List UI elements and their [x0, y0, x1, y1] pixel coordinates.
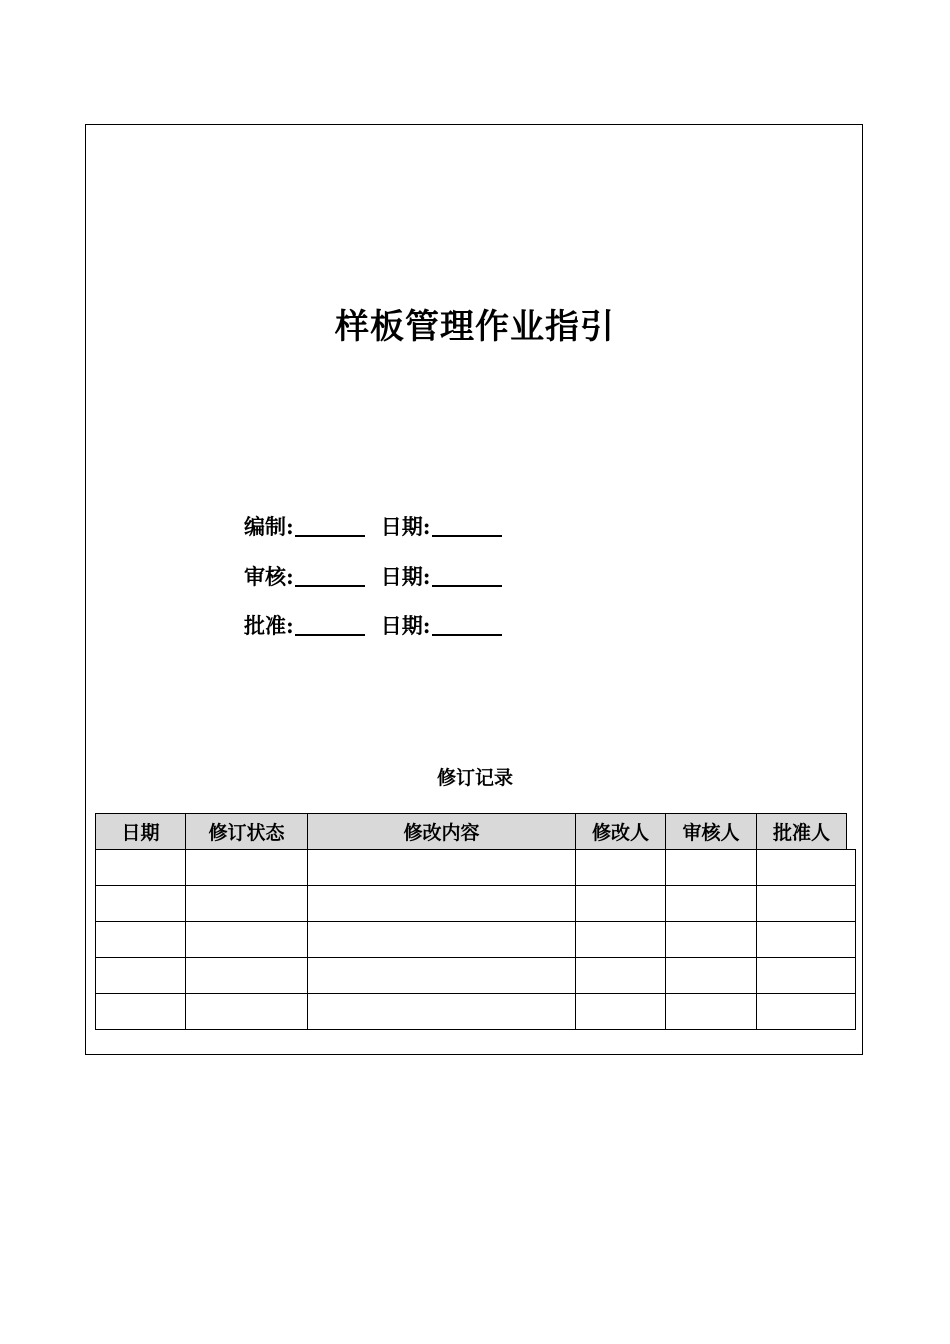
- table-cell[interactable]: [96, 994, 186, 1030]
- signature-row-approved: [244, 612, 502, 640]
- table-cell[interactable]: [576, 958, 666, 994]
- revision-record-title: 修订记录: [436, 767, 513, 789]
- table-cell[interactable]: [186, 922, 308, 958]
- table-cell[interactable]: [96, 958, 186, 994]
- table-cell[interactable]: [96, 850, 186, 886]
- reviewed-date-blank[interactable]: [432, 585, 502, 587]
- reviewed-date-label: 日期:: [380, 564, 431, 589]
- table-cell[interactable]: [757, 850, 856, 886]
- table-cell[interactable]: [576, 922, 666, 958]
- table-cell[interactable]: [96, 886, 186, 922]
- table-cell[interactable]: [96, 922, 186, 958]
- table-cell[interactable]: [186, 958, 308, 994]
- table-cell[interactable]: [757, 922, 856, 958]
- table-cell[interactable]: [576, 850, 666, 886]
- reviewed-by-label: 审核:: [244, 564, 294, 589]
- table-cell[interactable]: [576, 886, 666, 922]
- table-cell[interactable]: [757, 994, 856, 1030]
- approved-by-label: 批准:: [244, 613, 294, 638]
- header-revision-content: 修改内容: [308, 814, 576, 850]
- revision-table: [95, 813, 856, 1030]
- signature-row-reviewed: [244, 563, 502, 591]
- revision-header-row: [96, 814, 856, 850]
- prepared-date-label: 日期:: [380, 514, 431, 539]
- table-row: [96, 886, 856, 922]
- prepared-by-label: 编制:: [244, 514, 294, 539]
- table-cell[interactable]: [308, 958, 576, 994]
- table-cell[interactable]: [666, 850, 757, 886]
- table-cell[interactable]: [757, 886, 856, 922]
- table-cell[interactable]: [308, 922, 576, 958]
- approved-date-label: 日期:: [380, 613, 431, 638]
- table-cell[interactable]: [666, 994, 757, 1030]
- table-row: [96, 922, 856, 958]
- prepared-by-blank[interactable]: [295, 535, 365, 537]
- table-cell[interactable]: [186, 994, 308, 1030]
- signature-row-prepared: [244, 513, 502, 541]
- header-modified-by: 修改人: [576, 814, 666, 850]
- header-approved-by: 批准人: [757, 814, 847, 850]
- header-reviewed-by: 审核人: [666, 814, 757, 850]
- table-row: [96, 850, 856, 886]
- table-cell[interactable]: [308, 994, 576, 1030]
- table-cell[interactable]: [308, 886, 576, 922]
- document-title: 样板管理作业指引: [335, 307, 615, 347]
- table-cell[interactable]: [186, 886, 308, 922]
- table-row: [96, 958, 856, 994]
- table-cell[interactable]: [757, 958, 856, 994]
- header-revision-status: 修订状态: [186, 814, 308, 850]
- reviewed-by-blank[interactable]: [295, 585, 365, 587]
- approved-date-blank[interactable]: [432, 634, 502, 636]
- table-row: [96, 994, 856, 1030]
- table-cell[interactable]: [666, 958, 757, 994]
- prepared-date-blank[interactable]: [432, 535, 502, 537]
- table-cell[interactable]: [576, 994, 666, 1030]
- table-cell[interactable]: [186, 850, 308, 886]
- header-date: 日期: [96, 814, 186, 850]
- table-cell[interactable]: [666, 886, 757, 922]
- table-cell[interactable]: [308, 850, 576, 886]
- table-cell[interactable]: [666, 922, 757, 958]
- approved-by-blank[interactable]: [295, 634, 365, 636]
